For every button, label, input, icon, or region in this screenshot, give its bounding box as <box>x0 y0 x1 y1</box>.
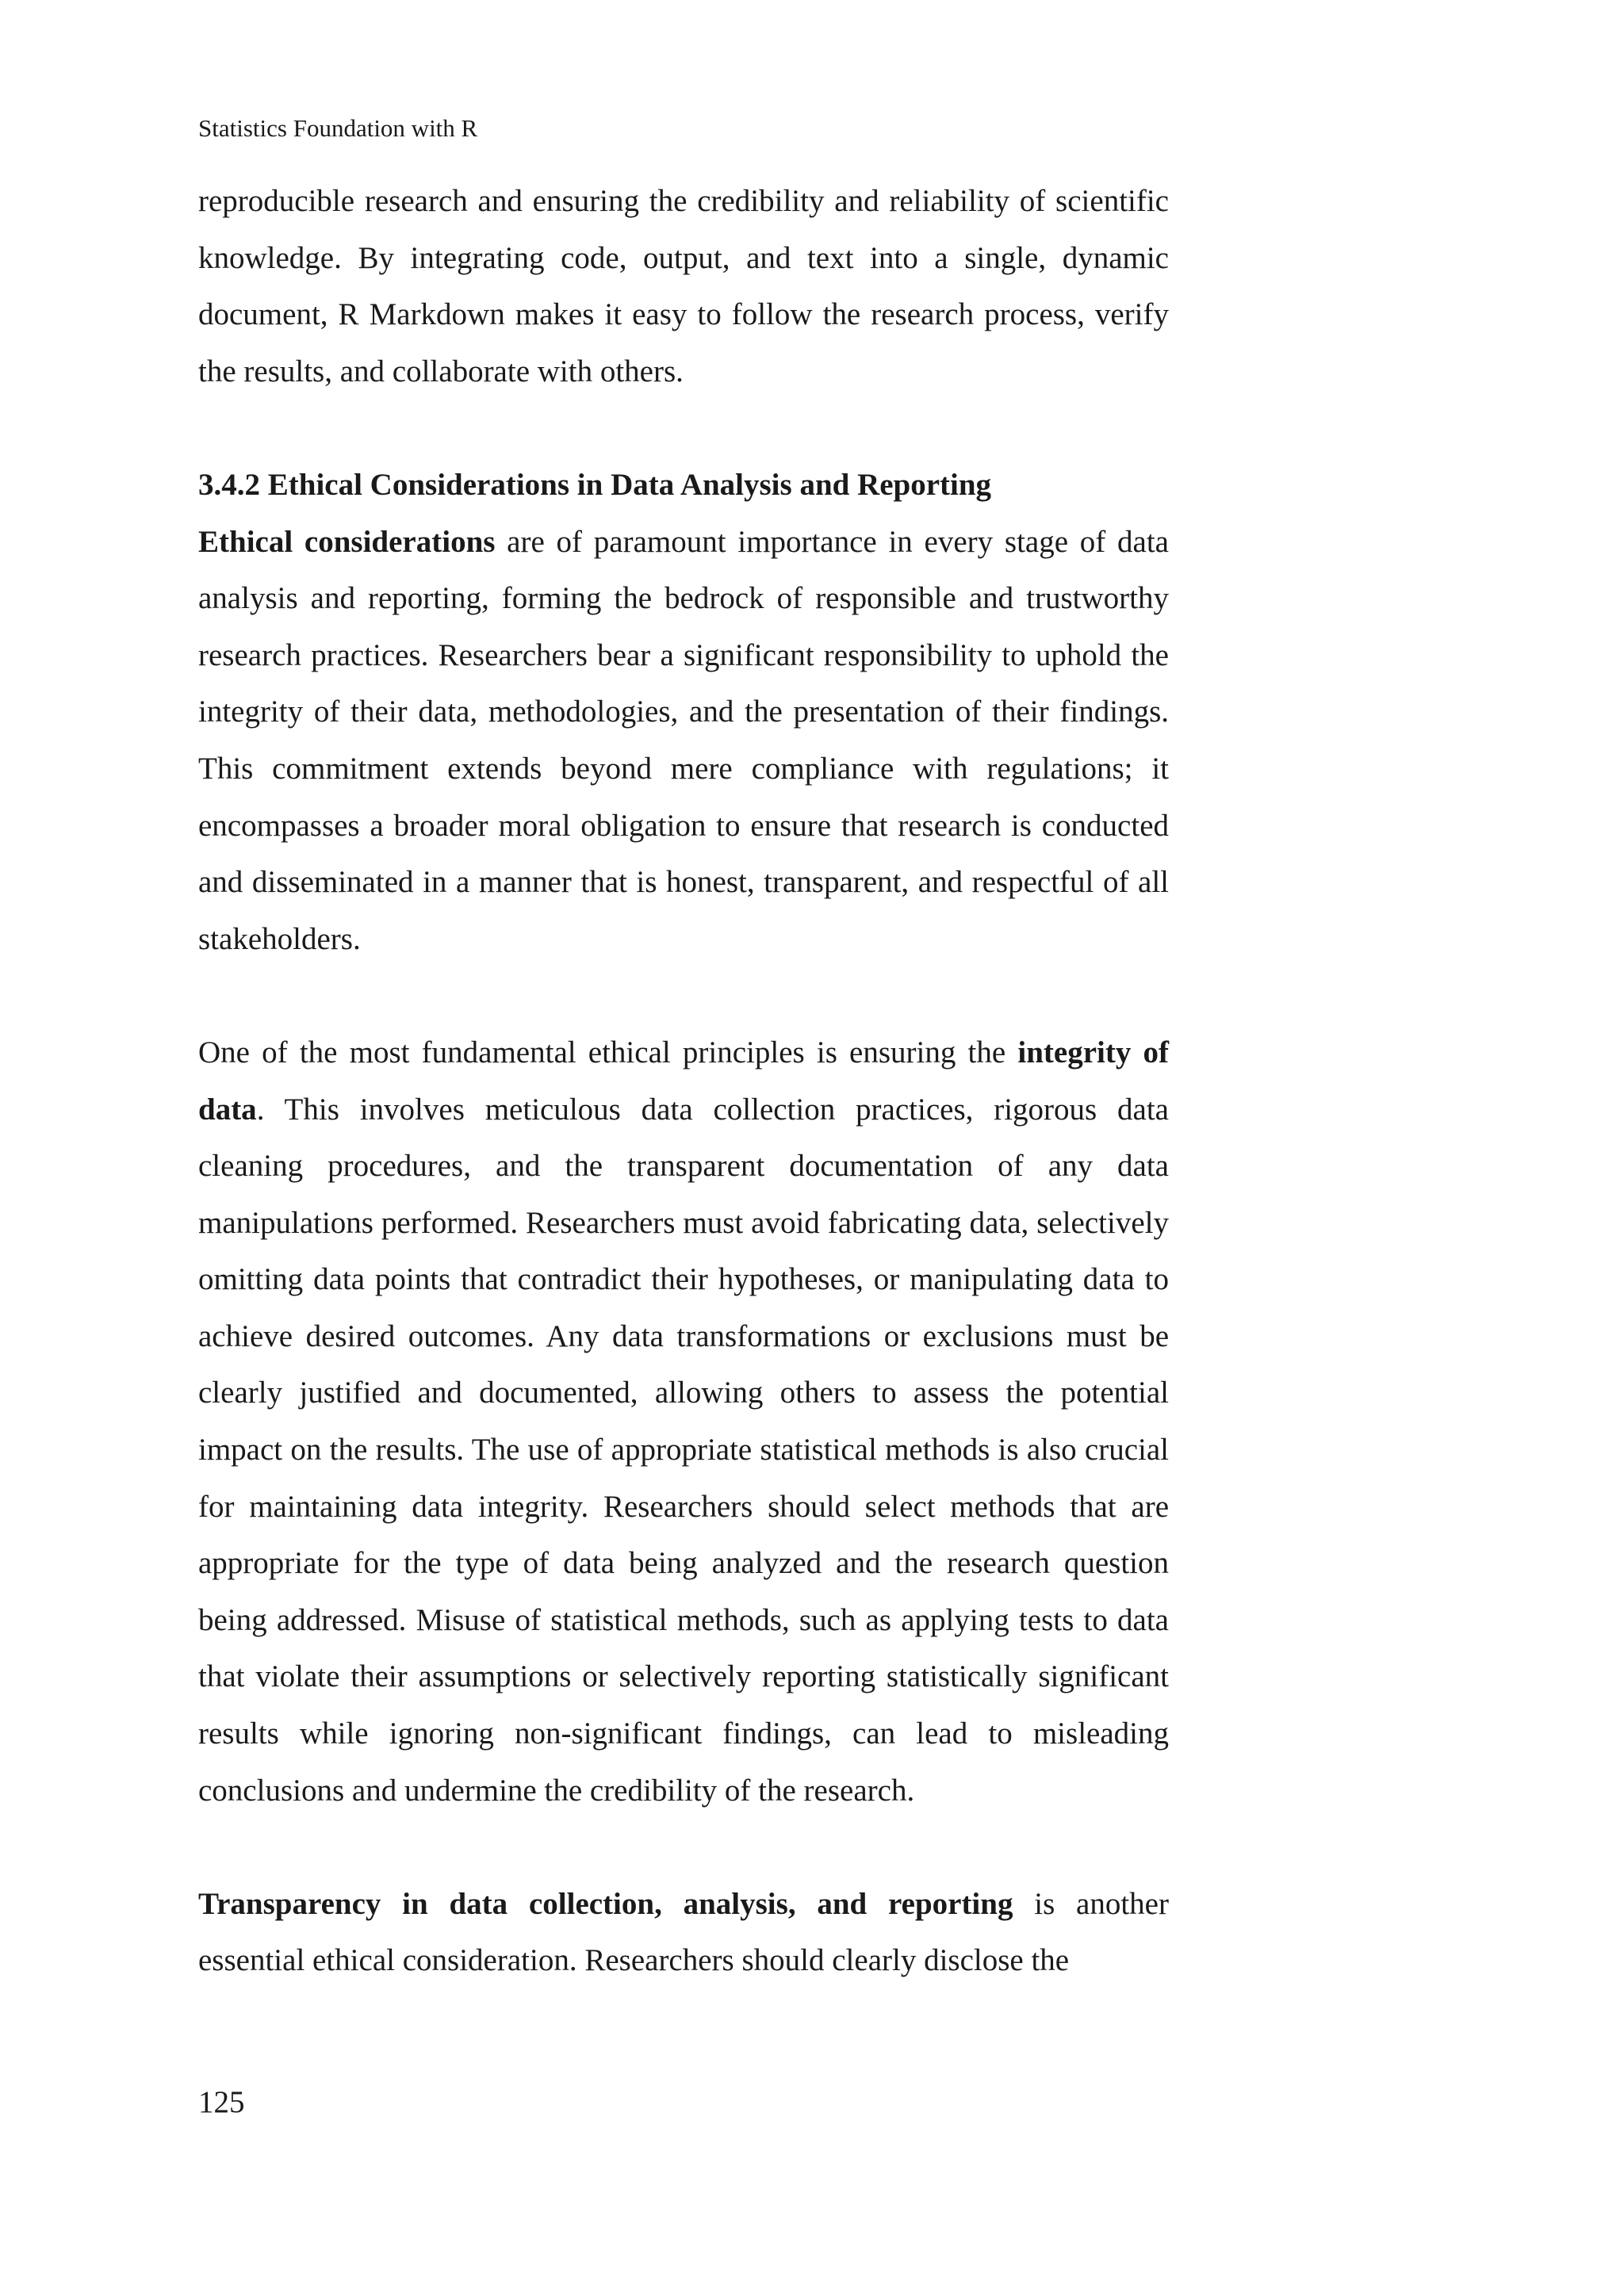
running-header: Statistics Foundation with R <box>198 114 478 142</box>
page-body <box>198 173 1169 1989</box>
paragraph-text: One of the most fundamental ethical principles is ensuring the <box>198 1035 1018 1070</box>
paragraph-text: is another essential ethical consideration. Researchers should clearly disclose the <box>198 1886 1169 1978</box>
paragraph-continuation: reproducible research and ensuring the credibility and reliability of scientific knowledge. By integrating code, output, and text into a single, dynamic document, R Markdown makes it easy to follow the research process, verify the results, and collaborate with others. <box>198 184 1169 388</box>
paragraph-gap <box>198 1819 1169 1876</box>
paragraph-gap <box>198 400 1169 457</box>
paragraph-ethical-considerations <box>198 514 1169 968</box>
bold-term-transparency: Transparency in data collection, analysis, and reporting <box>198 1886 1013 1921</box>
page-number: 125 <box>198 2085 245 2119</box>
paragraph-gap <box>198 967 1169 1024</box>
paragraph-text: . This involves meticulous data collection practices, rigorous data cleaning procedures, and the transparent documentation of any data manipulations performed. Researchers must avoid fabricating data, selectively omitting data points that contradict their hypotheses, or manipulating data to achieve desired outcomes. Any data transformations or exclusions must be clearly justified and documented, allowing others to assess the potential impact on the results. The use of appropriate statistical methods is also crucial for maintaining data integrity. Researchers should select methods that are appropriate for the type of data being analyzed and the research question being addressed. Misuse of statistical methods, such as applying tests to data that violate their assumptions or selectively reporting statistically significant results while ignoring non-significant findings, can lead to misleading conclusions and undermine the credibility of the research. <box>198 1092 1169 1808</box>
bold-term-integrity-of-data: integrity of data <box>198 1035 1169 1127</box>
paragraph-integrity-of-data <box>198 1024 1169 1819</box>
paragraph-transparency <box>198 1876 1169 1989</box>
paragraph-text: are of paramount importance in every stage of data analysis and reporting, forming the bedrock of responsible and trustworthy research practices. Researchers bear a significant responsibility to uphold the integrity of their data, methodologies, and the presentation of their findings. This commitment extends beyond mere compliance with regulations; it encompasses a broader moral obligation to ensure that research is conducted and disseminated in a manner that is honest, transparent, and respectful of all stakeholders. <box>198 524 1169 956</box>
section-heading: 3.4.2 Ethical Considerations in Data Analysis and Reporting <box>198 467 992 502</box>
bold-term-ethical-considerations: Ethical considerations <box>198 524 496 559</box>
